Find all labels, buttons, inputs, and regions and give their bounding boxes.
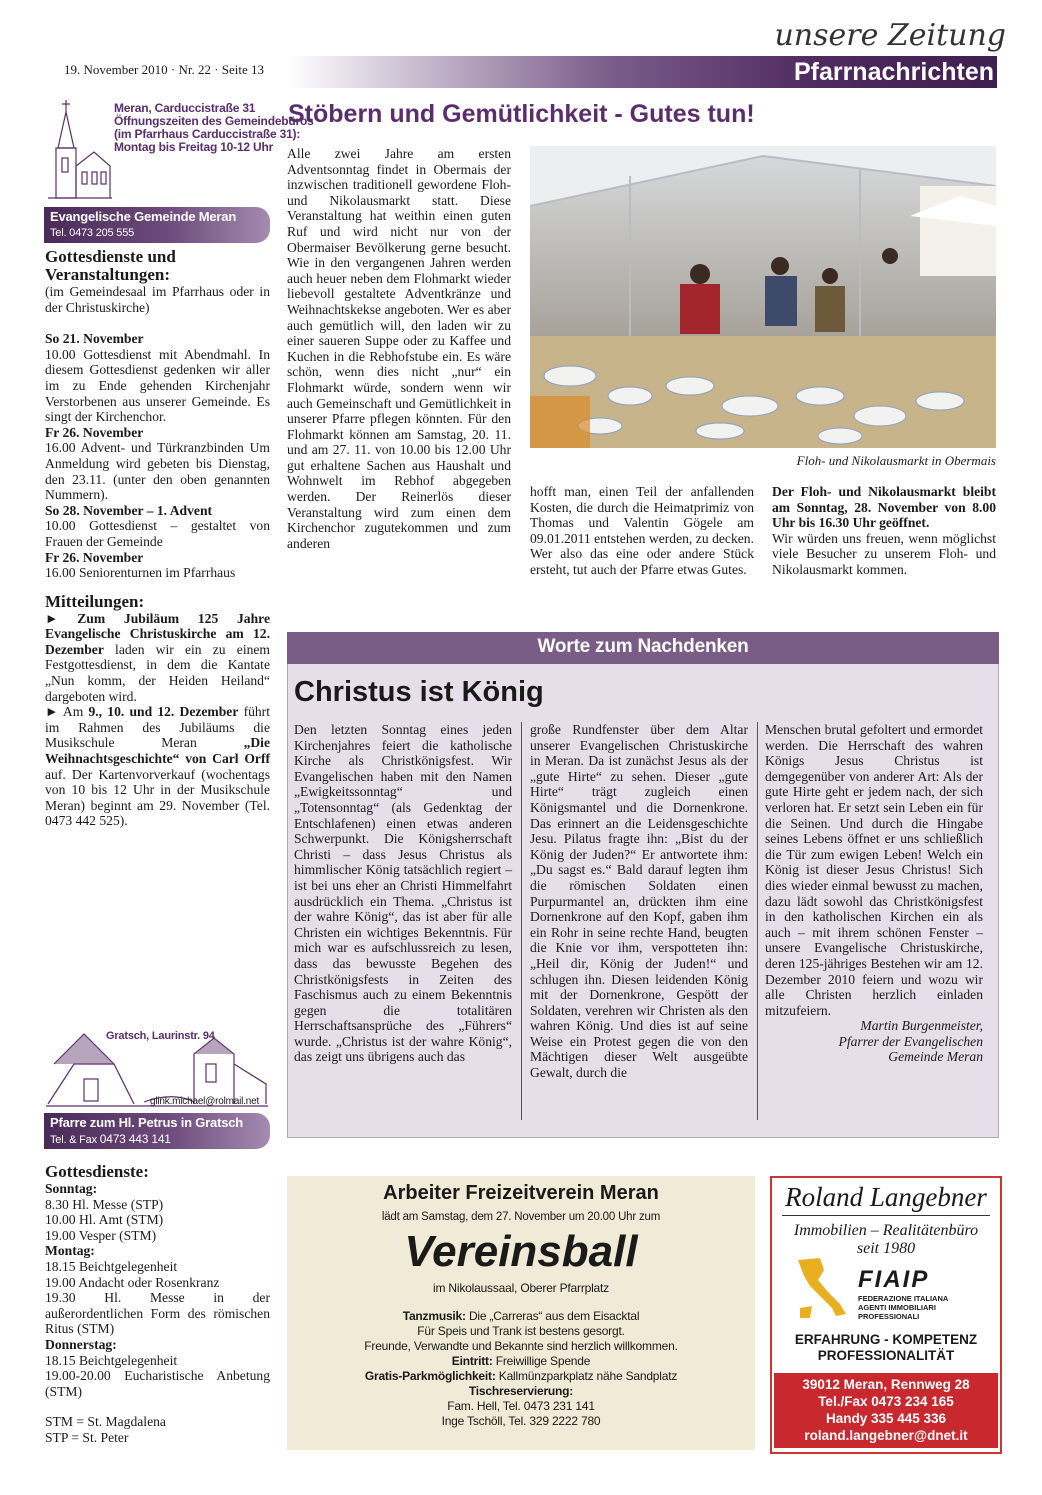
column-divider [757, 722, 758, 1120]
parish-box-evangelisch [44, 207, 270, 243]
ad-text: Fam. Hell, Tel. 0473 231 141 [447, 1399, 595, 1413]
agent-line: seit 1980 [856, 1240, 916, 1257]
signature-line: Pfarrer der Evangelischen [838, 1033, 983, 1049]
services-heading: Gottesdienste und Veranstaltungen: [45, 247, 176, 284]
parish-box-gratsch [44, 1113, 270, 1149]
article-col-3: Wir würden uns freuen, wenn möglichst viele Besucher zu unserem Floh- und Nikolausmarkt kommen. [772, 530, 996, 577]
parish-tel-label: Tel. & Fax [50, 1134, 97, 1146]
event-date: So 21. November [45, 331, 144, 347]
section-title: Pfarrnachrichten [793, 58, 994, 86]
italy-map-icon [790, 1256, 850, 1326]
church-illustration [44, 98, 114, 206]
signature-line: Gemeinde Meran [888, 1049, 983, 1065]
service-day: Sonntag: [45, 1181, 98, 1196]
event-text: 16.00 Advent- und Türkranzbinden Um Anmeldung wird gebeten bis Dienstag, den 23.11. (unter den oben genannten Nummern). [45, 440, 270, 503]
agent-contact: Handy 335 445 336 [825, 1411, 947, 1426]
article-title: Stöbern und Gemütlichkeit - Gutes tun! [288, 100, 755, 128]
service-line: 8.30 Hl. Messe (STP) [45, 1196, 164, 1212]
agent-contact: 39012 Meran, Rennweg 28 [802, 1377, 970, 1392]
parish-name: Pfarre zum Hl. Petrus in Gratsch [50, 1115, 243, 1130]
ad-place: im Nikolaussaal, Oberer Pfarrplatz [433, 1281, 609, 1295]
parish-tel: Tel. 0473 205 555 [50, 227, 135, 239]
announcement-2-part: auf. Der Kartenvorverkauf (wochentags von 10 bis 12 Uhr in der Musikschule Meran) beginnt am 29. November (Tel. 0473 442 525). [45, 766, 270, 829]
ad-org: Arbeiter Freizeitverein Meran [383, 1182, 659, 1204]
announcements-heading: Mitteilungen: [45, 591, 145, 611]
service-line: 10.00 Hl. Amt (STM) [45, 1212, 164, 1228]
service-line: 18.15 Beichtgelegenheit [45, 1352, 178, 1368]
agent-slogan: PROFESSIONALITÄT [817, 1348, 955, 1363]
ad-text: Freunde, Verwandte und Bekannte sind herzlich willkommen. [364, 1339, 678, 1353]
ad-event: Vereinsball [404, 1227, 638, 1276]
announcement-2-dates: 9., 10. und 12. Dezember [88, 704, 239, 720]
fiaip-subtitle: AGENTI IMMOBILIARI [858, 1303, 936, 1312]
service-line: 19.00 Andacht oder Rosenkranz [45, 1274, 220, 1290]
fiaip-subtitle: PROFESSIONALI [858, 1312, 920, 1321]
ad-text: Kallmünzparkplatz nähe Sandplatz [495, 1369, 678, 1383]
ad-label: Gratis-Parkmöglichkeit: [364, 1369, 496, 1383]
legend-line: STM = St. Magdalena [45, 1414, 166, 1430]
announcement-2-part: führt im Rahmen des Jubiläums die Musikschule Meran [45, 704, 270, 751]
article-col-1: Alle zwei Jahre am ersten Adventsonntag findet in Obermais der inzwischen traditionell gewordene Floh- und Nikolausmarkt statt. Diese Veranstaltung hat weithin einen guten Ruf und wird nicht nur von der Obermaiser Bevölkerung gerne besucht. Wie in den vergangenen Jahren werden auch heuer neben dem Flohmarkt wieder liebevoll gestaltete Adventkränze und Weihnachtskekse angeboten. Wer es aber auch gemütlich will, den laden wir zu einer saueren Suppe oder zu Kaffee und Kuchen in die Rebhofstube ein. Es wäre schön, wenn dies nicht „nur“ ein Flohmarkt würde, sondern wenn wir auch Gemeinschaft und Gemütlichkeit in unserer Pfarre pflegen könnten. Für den Flohmarkt können am Samstag, 20. 11. und am 27. 11. von 10.00 bis 12.00 Uhr gut erhaltene Sachen aus Haushalt und Wohnwelt im Rebhof abgegeben werden. Der Reinerlös dieser Veranstaltung wird zum einen dem Kirchenchor zugutekommen und zum anderen [287, 146, 511, 551]
ad-label: Tischreservierung: [468, 1384, 574, 1398]
reflection-bar-title: Worte zum Nachdenken [537, 636, 749, 657]
service-line: 19.00-20.00 Eucharistische Anbetung (STM) [45, 1368, 270, 1399]
event-date: Fr 26. November [45, 424, 144, 440]
service-line: 18.15 Beichtgelegenheit [45, 1258, 178, 1274]
service-day: Montag: [45, 1243, 95, 1259]
announcement-1-text: laden wir ein zu einem Festgottesdienst, in dem die Kantate „Nun komm, der Heiden Heiland“ dargeboten wird. [45, 641, 270, 704]
address-line: Meran, Carduccistraße 31 [114, 101, 256, 115]
agent-line: Immobilien – Realitätenbüro [793, 1222, 979, 1239]
event-text: 10.00 Gottesdienst – gestaltet von Frauen der Gemeinde [45, 518, 270, 549]
ad-label: Tanzmusik: [402, 1309, 466, 1323]
reflection-col-3: Menschen brutal gefoltert und ermordet werden. Die Herrschaft des wahren Königs Jesus Christus ist demgegenüber von anderer Art: Als der gute Hirte geht er jedem nach, der sich verloren hat. Er setzt sein Leben ein für die Seinen. Und durch die Hingabe seines Lebens öffnet er uns schließlich die Tür zum ewigen Leben! Welch ein König ist dieser Jesus Christus! Sich dies wieder einmal bewusst zu machen, dazu lädt sowohl das Christkönigsfest in den katholischen Kirchen ein als auch – mit ihrem schönen Fenster – unsere Evangelische Christuskirche, deren 125-jähriges Bestehen wir am 12. Dezember 2010 feiern und wozu wir alle Christen herzlich einladen mitzufeiern. [765, 722, 983, 1018]
service-line: 19.30 Hl. Messe in der außerordentlichen Form des römischen Ritus (STM) [45, 1290, 270, 1337]
parish-tel: 0473 443 141 [99, 1132, 171, 1146]
article-col-3-highlight: Der Floh- und Nikolausmarkt bleibt am Sonntag, 28. November von 8.00 Uhr bis 16.30 Uhr geöffnet. [772, 484, 996, 531]
service-line: 19.00 Vesper (STM) [45, 1227, 157, 1243]
signature-line: Martin Burgenmeister, [860, 1018, 983, 1034]
market-photo [530, 146, 996, 448]
ad-text: Inge Tschöll, Tel. 329 2222 780 [441, 1414, 601, 1428]
services-subtitle: (im Gemeindesaal im Pfarrhaus oder in der Christuskirche) [45, 284, 270, 315]
announcement-2-part: ► Am [45, 704, 89, 720]
announcement-2-title: „Die Weihnachtsgeschichte“ von Carl Orff [45, 735, 270, 767]
service-day: Donnerstag: [45, 1336, 117, 1352]
agent-email[interactable]: roland.langebner@dnet.it [804, 1428, 968, 1443]
ad-text: Die „Carreras“ aus dem Eisacktal [465, 1309, 640, 1323]
announcement-1 [45, 611, 270, 705]
ad-invite: lädt am Samstag, dem 27. November um 20.00 Uhr zum [381, 1211, 661, 1223]
article-col-2: hofft man, einen Teil der anfallenden Kosten, die durch die Heimatprimiz von Thomas und Valentin Gögele am 09.01.2011 entstehen werden, zu decken. Wer also das eine oder andere Stück ersteht, tut auch der Pfarre etwas Gutes. [530, 484, 754, 577]
address-line: (im Pfarrhaus Carduccistraße 31): [114, 127, 301, 141]
agent-name: Roland Langebner [785, 1182, 987, 1212]
ad-text: Freiwillige Spende [492, 1354, 591, 1368]
reflection-title: Christus ist König [294, 676, 544, 708]
announcement-1-bold: ► Zum Jubiläum 125 Jahre Evangelische Christuskirche am 12. Dezember [45, 610, 270, 657]
ad-label: Eintritt: [451, 1354, 493, 1368]
announcement-2 [45, 704, 270, 829]
gratsch-email[interactable]: glink.michael@rolmail.net [150, 1096, 260, 1107]
fiaip-logo: FIAIP [858, 1266, 930, 1293]
fiaip-subtitle: FEDERAZIONE ITALIANA [858, 1294, 949, 1303]
photo-caption: Floh- und Nikolausmarkt in Obermais [796, 453, 996, 468]
event-date: Fr 26. November [45, 549, 144, 565]
reflection-col-1: Den letzten Sonntag eines jeden Kirchenjahres feiert die katholische Kirche als Christkönigsfest. Wir Evangelischen haben mit den Namen „Ewigkeitssonntag“ und „Totensonntag“ (als Gedenktag der Entschlafenen) einen etwas anderen Schwerpunkt. Die Königsherrschaft Christi – dass Jesus Christus als himmlischer König tatsächlich regiert – ist bei uns eher an Christi Himmelfahrt ausdrücklich ein Thema. „Christus ist der wahre König“, das ist aber für alle Christen ein wichtiges Bekenntnis. Für mich war es aufschlussreich zu lesen, dass das bewusste Begehen des Christkönigsfests in Zeiten des Faschismus auch zu einem Bekenntnis gegen die totalitären Herrschaftsansprüche des „Führers“ wurde. „Christus ist der wahre König“, das zeigt uns übrigens auch das [294, 722, 512, 1065]
parish-name: Evangelische Gemeinde Meran [50, 209, 237, 224]
address-line: Montag bis Freitag 10-12 Uhr [114, 140, 274, 154]
legend-line: STP = St. Peter [45, 1429, 129, 1445]
column-divider [521, 722, 522, 1120]
issue-date: 19. November 2010 · Nr. 22 · Seite 13 [64, 62, 265, 77]
event-date: So 28. November – 1. Advent [45, 502, 213, 518]
event-text: 16.00 Seniorenturnen im Pfarrhaus [45, 565, 236, 581]
gratsch-services-heading: Gottesdienste: [45, 1162, 149, 1181]
agent-slogan: ERFAHRUNG - KOMPETENZ [794, 1332, 978, 1347]
newspaper-logo: unsere Zeitung [774, 18, 1006, 53]
address-line: Öffnungszeiten des Gemeindebüros [114, 114, 314, 128]
ad-text: Für Speis und Trank ist bestens gesorgt. [417, 1324, 625, 1338]
agent-contact: Tel./Fax 0473 234 165 [818, 1394, 954, 1409]
event-text: 10.00 Gottesdienst mit Abendmahl. In diesem Gottesdienst gedenken wir aller im zu Ende gehenden Kirchenjahr Verstorbenen aus unserer Gemeinde. Es singt der Kirchenchor. [45, 346, 270, 425]
gratsch-address: Gratsch, Laurinstr. 94 [106, 1030, 215, 1042]
reflection-col-2: große Rundfenster über dem Altar unserer Evangelischen Christuskirche in Meran. Da ist zunächst Jesus als der „gute Hirte“ zu sehen. Dieser „gute Hirte“ trägt zugleich einen Königsmantel und die Dornenkrone. Das erinnert an die Leidensgeschichte Jesu. Pilatus fragte ihn: „Bist du der König der Juden?“ Er antwortete ihm: „Du sagst es.“ Bald darauf legten ihm die römischen Soldaten einen Purpurmantel an, drückten ihm eine Dornenkrone auf den Kopf, gaben ihm ein Rohr in seine rechte Hand, beugten die Knie vor ihm, verspotteten ihn: „Heil dir, König der Juden!“ und schlugen ihn. Diesen leidenden König mit der Dornenkrone, Gespött der Soldaten, verehren wir Christen als den wahren König. Und dies ist auf seine Weise ein Protest gegen die von den Mächtigen dieser Welt ausgeübte Gewalt, durch die [530, 722, 748, 1081]
